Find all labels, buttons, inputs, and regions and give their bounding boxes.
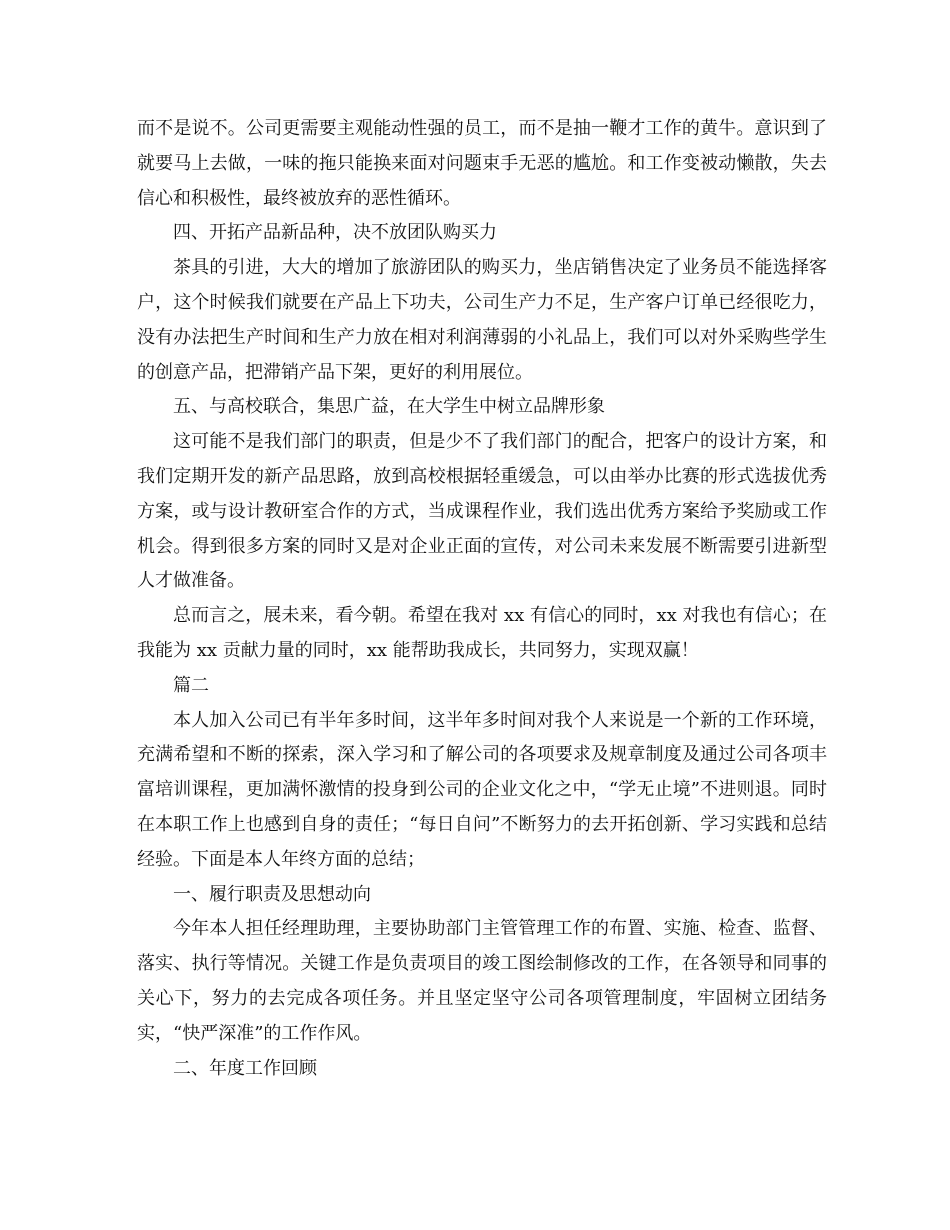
section-heading-1: 一、履行职责及思想动向 [173, 883, 371, 905]
paragraph-duties: 今年本人担任经理助理，主要协助部门主管管理工作的布置、实施、检查、监督、落实、执行等情况。关键工作是负责项目的竣工图绘制修改的工作，在各领导和同事的关心下，努力的去完成各项任务。并且坚定坚守公司各项管理制度，牢固树立团结务实，“快严深准”的工作作风。 [137, 918, 827, 1044]
part-two-heading: 篇二 [173, 674, 209, 696]
paragraph-intro: 本人加入公司已有半年多时间，这半年多时间对我个人来说是一个新的工作环境，充满希望和不断的探索，深入学习和了解公司的各项要求及规章制度及通过公司各项丰富培训课程，更加满怀激情的投身到公司的企业文化之中，“学无止境”不进则退。同时在本职工作上也感到自身的责任；“每日自问”不断努力的去开拓创新、学习实践和总结经验。下面是本人年终方面的总结； [137, 709, 827, 870]
section-heading-5: 五、与高校联合，集思广益，在大学生中树立品牌形象 [173, 396, 605, 418]
section-heading-2: 二、年度工作回顾 [173, 1057, 317, 1079]
section-heading-4: 四、开拓产品新品种，决不放团队购买力 [173, 222, 497, 244]
paragraph-tea-sets: 茶具的引进，大大的增加了旅游团队的购买力，坐店销售决定了业务员不能选择客户，这个时候我们就要在产品上下功夫，公司生产力不足，生产客户订单已经很吃力，没有办法把生产时间和生产力放在相对利润薄弱的小礼品上，我们可以对外采购些学生的创意产品，把滞销产品下架，更好的利用展位。 [137, 257, 827, 383]
paragraph-conclusion: 总而言之，展未来，看今朝。希望在我对 xx 有信心的同时，xx 对我也有信心；在我能为 xx 贡献力量的同时，xx 能帮助我成长，共同努力，实现双赢！ [137, 605, 827, 661]
paragraph-university: 这可能不是我们部门的职责，但是少不了我们部门的配合，把客户的设计方案，和我们定期开发的新产品思路，放到高校根据轻重缓急，可以由举办比赛的形式选拔优秀方案，或与设计教研室合作的方式，当成课程作业，我们选出优秀方案给予奖励或工作机会。得到很多方案的同时又是对企业正面的宣传，对公司未来发展不断需要引进新型人才做准备。 [137, 431, 827, 592]
paragraph-continuation: 而不是说不。公司更需要主观能动性强的员工，而不是抽一鞭才工作的黄牛。意识到了就要马上去做，一味的拖只能换来面对问题束手无恶的尴尬。和工作变被动懒散，失去信心和积极性，最终被放弃的恶性循环。 [137, 118, 827, 209]
document-page [137, 112, 827, 1086]
